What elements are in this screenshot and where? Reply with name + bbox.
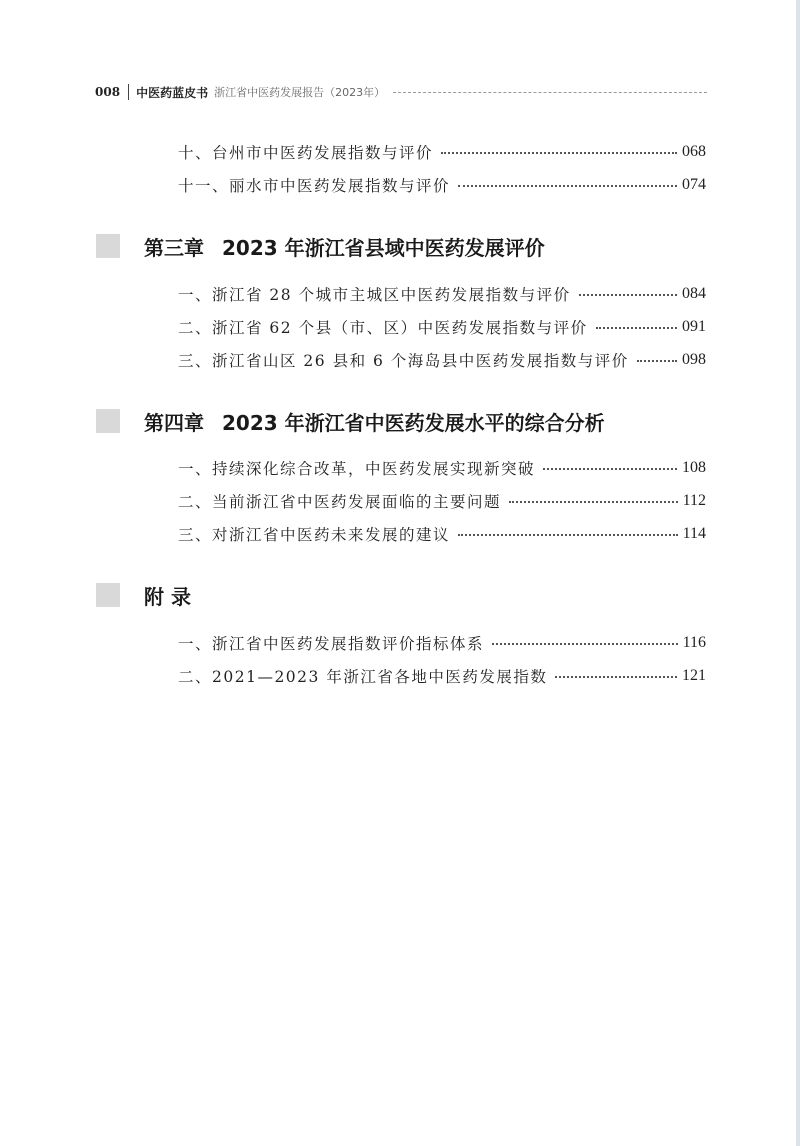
toc-entry-text: 三、浙江省山区 26 县和 6 个海岛县中医药发展指数与评价 [178,352,629,370]
toc-entry-page: 074 [682,176,706,193]
toc-entry-text: 三、对浙江省中医药未来发展的建议 [178,526,451,544]
leader-dots [509,501,678,503]
toc-entry-text: 十一、丽水市中医药发展指数与评价 [178,177,451,195]
leader-dots [555,676,677,678]
leader-dots [637,360,677,362]
leader-dots [458,185,677,187]
toc-entry[interactable] [178,663,706,689]
toc-entry[interactable] [178,347,706,373]
toc-entry[interactable] [178,281,706,307]
toc-entry-page: 114 [682,525,706,542]
chapter-title: 第四章 2023 年浙江省中医药发展水平的综合分析 [144,410,605,435]
toc-entry-text: 一、持续深化综合改革，中医药发展实现新突破 [178,460,536,478]
toc-entry-page: 098 [682,351,706,368]
chapter-heading-3[interactable] [96,234,708,258]
toc-entry-text: 二、当前浙江省中医药发展面临的主要问题 [178,493,502,511]
header-series-title: 中医药蓝皮书 [136,85,209,100]
leader-dots [579,294,677,296]
toc-entry-page: 091 [682,318,706,335]
toc-entry-page: 108 [682,459,706,476]
header-page-number: 008 [95,85,121,99]
header-divider [128,84,129,100]
appendix-title: 附 录 [144,584,191,609]
toc-entry-text: 一、浙江省中医药发展指数评价指标体系 [178,635,485,653]
page-edge-strip [796,0,800,1146]
toc-entry[interactable] [178,172,706,198]
toc-entry-text: 二、浙江省 62 个县（市、区）中医药发展指数与评价 [178,319,588,337]
chapter-marker-square [96,234,120,258]
toc-entry[interactable] [178,314,706,340]
toc-entry[interactable] [178,488,706,514]
leader-dots [596,327,677,329]
header-book-title: 浙江省中医药发展报告（2023年） [214,86,386,99]
leader-dots [441,152,677,154]
chapter-marker-square [96,583,120,607]
toc-entry-page: 068 [682,143,706,160]
toc-entry-text: 二、2021—2023 年浙江省各地中医药发展指数 [178,668,548,686]
chapter-heading-4[interactable] [96,409,708,433]
toc-entry[interactable] [178,139,706,165]
toc-entry-page: 116 [682,634,706,651]
leader-dots [458,534,678,536]
toc-entry[interactable] [178,455,706,481]
appendix-heading[interactable] [96,583,708,607]
toc-entry[interactable] [178,521,706,547]
toc-entry-page: 112 [682,492,706,509]
toc-entry-text: 十、台州市中医药发展指数与评价 [178,144,434,162]
running-header [95,82,707,102]
toc-entry-text: 一、浙江省 28 个城市主城区中医药发展指数与评价 [178,286,571,304]
leader-dots [543,468,677,470]
toc-entry-page: 121 [682,667,706,684]
chapter-marker-square [96,409,120,433]
toc-entry[interactable] [178,630,706,656]
chapter-title: 第三章 2023 年浙江省县域中医药发展评价 [144,235,545,260]
toc-entry-page: 084 [682,285,706,302]
leader-dots [492,643,678,645]
header-dashed-rule [393,92,707,93]
